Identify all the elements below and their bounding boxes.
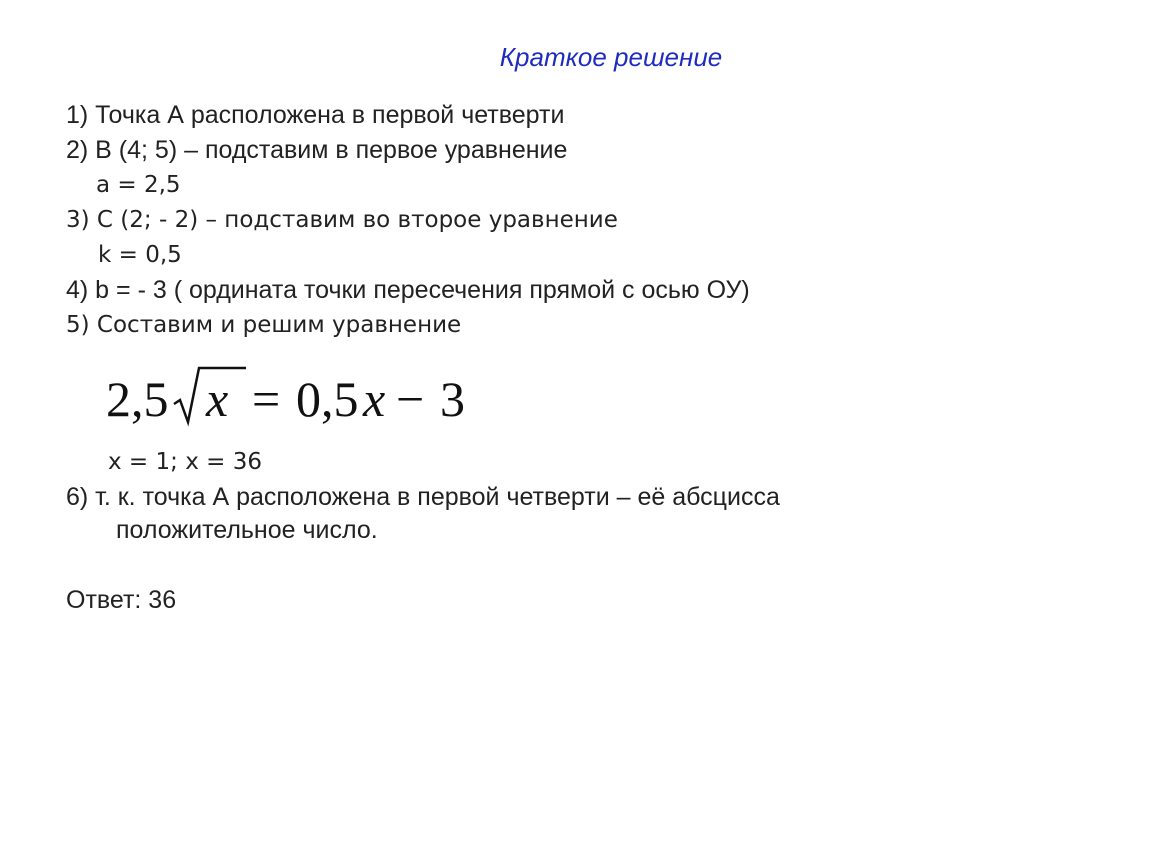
equation-radicand: x xyxy=(206,371,229,427)
step-3: 3) С (2; - 2) – подставим во второе уравнение xyxy=(66,207,618,233)
equation-rhs-var: x xyxy=(363,371,386,427)
equation-const: 3 xyxy=(440,371,465,427)
step-5-result: x = 1; x = 36 xyxy=(108,449,262,475)
answer: Ответ: 36 xyxy=(66,586,177,614)
step-3-result: k = 0,5 xyxy=(98,242,182,268)
equation-formula xyxy=(106,366,486,436)
step-1: 1) Точка А расположена в первой четверти xyxy=(66,101,565,129)
step-2-result: а = 2,5 xyxy=(96,172,181,198)
step-2: 2) В (4; 5) – подставим в первое уравнение xyxy=(66,136,568,164)
slide-title: Краткое решение xyxy=(499,42,723,72)
equation-coef: 2,5 xyxy=(106,371,169,427)
step-6-line-2: положительное число. xyxy=(116,516,378,544)
step-4: 4) b = - 3 ( ордината точки пересечения прямой с осью ОУ) xyxy=(66,276,750,304)
step-5: 5) Составим и решим уравнение xyxy=(66,312,462,338)
equation-rhs-coef: 0,5 xyxy=(296,371,359,427)
equation-equals: = xyxy=(252,371,281,427)
equation-minus: − xyxy=(396,371,425,427)
step-6-line-1: 6) т. к. точка А расположена в первой четверти – её абсцисса xyxy=(66,483,780,511)
